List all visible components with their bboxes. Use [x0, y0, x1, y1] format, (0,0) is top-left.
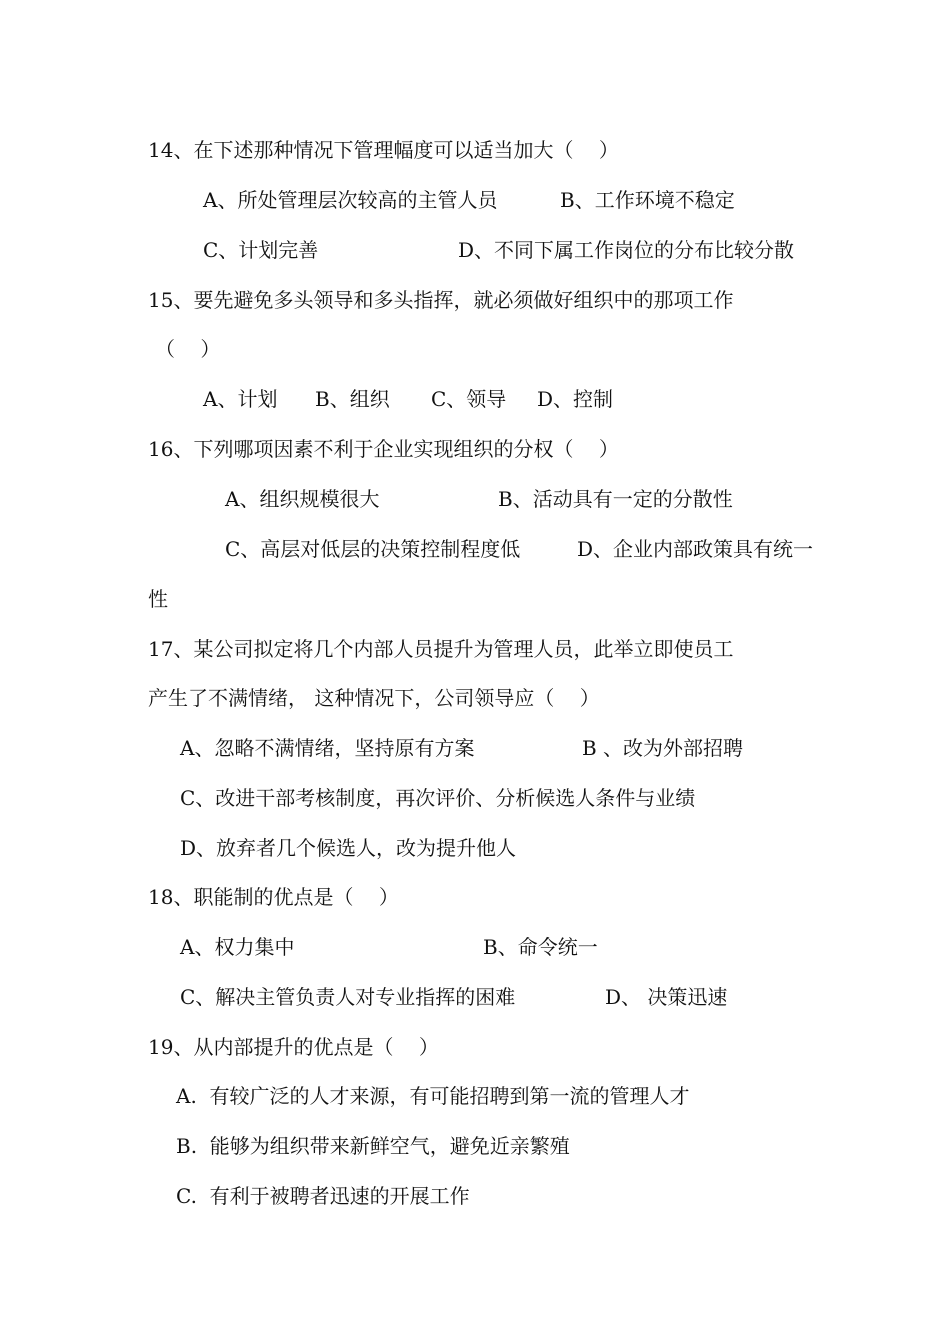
q15-option-a: A、计划 [203, 387, 278, 411]
q15-option-d: D、控制 [537, 387, 614, 411]
q15-option-c: C、领导 [431, 387, 507, 411]
q18-option-b: B、命令统一 [483, 935, 598, 959]
q16-option-b: B、活动具有一定的分散性 [498, 487, 733, 511]
q18-option-c: C、解决主管负责人对专业指挥的困难 [180, 985, 516, 1009]
q17-option-b: B 、改为外部招聘 [582, 736, 744, 760]
q14-option-a: A、所处管理层次较高的主管人员 [203, 188, 498, 212]
q17-option-c: C、改进干部考核制度，再次评价、分析候选人条件与业绩 [180, 786, 696, 810]
q18-stem: 18、职能制的优点是（ ） [148, 885, 399, 909]
q17-stem-continued: 产生了不满情绪， 这种情况下，公司领导应（ ） [148, 686, 600, 710]
q14-option-b: B、工作环境不稳定 [560, 188, 735, 212]
q17-stem: 17、某公司拟定将几个内部人员提升为管理人员，此举立即使员工 [148, 637, 734, 661]
q15-option-b: B、组织 [315, 387, 390, 411]
q19-stem: 19、从内部提升的优点是（ ） [148, 1035, 439, 1059]
q16-stem: 16、下列哪项因素不利于企业实现组织的分权（ ） [148, 437, 619, 461]
q14-option-d: D、不同下属工作岗位的分布比较分散 [458, 238, 795, 262]
q19-option-c: C. 有利于被聘者迅速的开展工作 [176, 1184, 470, 1208]
q19-option-b: B. 能够为组织带来新鲜空气，避免近亲繁殖 [176, 1134, 570, 1158]
q15-stem-continued: （ ） [155, 337, 221, 361]
q14-option-c: C、计划完善 [203, 238, 319, 262]
q18-option-d: D、 决策迅速 [605, 985, 728, 1009]
q16-option-c: C、高层对低层的决策控制程度低 [225, 537, 521, 561]
q17-option-a: A、忽略不满情绪，坚持原有方案 [180, 736, 475, 760]
q17-option-d: D、放弃者几个候选人，改为提升他人 [180, 836, 517, 860]
q16-option-a: A、组织规模很大 [225, 487, 380, 511]
q18-option-a: A、权力集中 [180, 935, 295, 959]
q16-option-d-continued: 性 [148, 587, 168, 611]
q19-option-a: A. 有较广泛的人才来源，有可能招聘到第一流的管理人才 [176, 1084, 690, 1108]
q16-option-d: D、企业内部政策具有统一 [577, 537, 814, 561]
q15-stem: 15、要先避免多头领导和多头指挥，就必须做好组织中的那项工作 [148, 288, 734, 312]
q14-stem: 14、在下述那种情况下管理幅度可以适当加大（ ） [148, 138, 619, 162]
